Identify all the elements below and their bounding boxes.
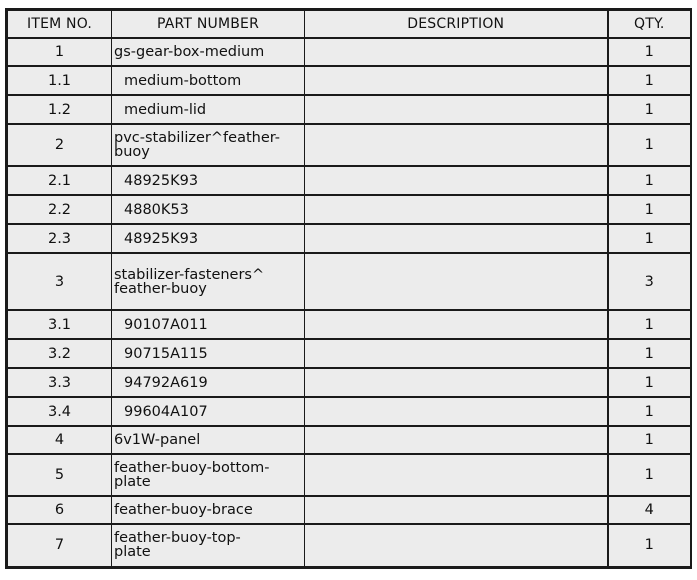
quantity: 1 — [608, 310, 691, 339]
item-number: 1.1 — [8, 66, 112, 95]
description — [305, 426, 608, 454]
bom-row — [8, 368, 691, 397]
bom-row — [8, 310, 691, 339]
part-number-text: 48925K93 — [124, 172, 199, 189]
item-number: 5 — [8, 454, 112, 496]
part-number — [112, 195, 305, 224]
part-number — [112, 124, 305, 166]
description — [305, 66, 608, 95]
item-number: 1 — [8, 38, 112, 66]
item-number: 3 — [8, 253, 112, 310]
part-number-text: medium-bottom — [124, 72, 242, 89]
part-number-text: feather-​buoy-​top-​plate — [114, 530, 241, 561]
part-number-text: medium-lid — [124, 101, 207, 118]
item-number: 6 — [8, 496, 112, 524]
part-number — [112, 426, 305, 454]
item-number: 7 — [8, 524, 112, 566]
quantity: 1 — [608, 38, 691, 66]
bom-row — [8, 426, 691, 454]
part-number — [112, 454, 305, 496]
item-number: 2.3 — [8, 224, 112, 253]
quantity: 1 — [608, 95, 691, 124]
bom-row — [8, 496, 691, 524]
quantity: 1 — [608, 426, 691, 454]
quantity: 1 — [608, 339, 691, 368]
description — [305, 397, 608, 426]
description — [305, 166, 608, 195]
bom-row — [8, 397, 691, 426]
description — [305, 524, 608, 566]
bom-row — [8, 38, 691, 66]
quantity: 1 — [608, 397, 691, 426]
item-number: 2 — [8, 124, 112, 166]
quantity: 3 — [608, 253, 691, 310]
part-number — [112, 95, 305, 124]
quantity: 1 — [608, 524, 691, 566]
quantity: 1 — [608, 368, 691, 397]
bom-row — [8, 454, 691, 496]
part-number — [112, 224, 305, 253]
quantity: 1 — [608, 195, 691, 224]
header-part-number: PART NUMBER — [112, 11, 305, 39]
item-number: 1.2 — [8, 95, 112, 124]
part-number-text: 6v1W-panel — [114, 432, 201, 448]
description — [305, 253, 608, 310]
bom-row — [8, 195, 691, 224]
description — [305, 38, 608, 66]
bom-body — [8, 38, 691, 566]
quantity: 1 — [608, 224, 691, 253]
part-number-text: 90715A115 — [124, 345, 208, 362]
header-item-no: ITEM NO. — [8, 11, 112, 39]
item-number: 3.1 — [8, 310, 112, 339]
description — [305, 454, 608, 496]
part-number-text: 94792A619 — [124, 374, 208, 391]
description — [305, 368, 608, 397]
quantity: 1 — [608, 166, 691, 195]
item-number: 4 — [8, 426, 112, 454]
description — [305, 310, 608, 339]
description — [305, 496, 608, 524]
bom-header — [8, 11, 691, 39]
part-number-text: pvc-​stabilizer^​feather-​buoy — [114, 130, 281, 160]
header-qty: QTY. — [608, 11, 691, 39]
part-number-text: 4880K53 — [124, 201, 189, 218]
part-number — [112, 166, 305, 195]
bom-row — [8, 124, 691, 166]
quantity: 1 — [608, 454, 691, 496]
item-number: 2.2 — [8, 195, 112, 224]
part-number-text: feather-buoy-brace — [114, 502, 253, 518]
part-number-text: stabilizer-​fasteners^​feather-​buoy — [114, 266, 265, 297]
description — [305, 195, 608, 224]
part-number — [112, 496, 305, 524]
bill-of-materials — [5, 8, 692, 569]
quantity: 1 — [608, 66, 691, 95]
part-number — [112, 310, 305, 339]
part-number-text: gs-gear-box-medium — [114, 44, 265, 60]
part-number — [112, 38, 305, 66]
part-number — [112, 253, 305, 310]
bom-row — [8, 166, 691, 195]
description — [305, 95, 608, 124]
part-number — [112, 397, 305, 426]
bom-row — [8, 224, 691, 253]
bom-row — [8, 339, 691, 368]
description — [305, 124, 608, 166]
description — [305, 339, 608, 368]
part-number-text: 48925K93 — [124, 230, 199, 247]
quantity: 1 — [608, 124, 691, 166]
part-number-text: 90107A011 — [124, 316, 208, 333]
part-number — [112, 66, 305, 95]
item-number: 3.3 — [8, 368, 112, 397]
item-number: 3.2 — [8, 339, 112, 368]
part-number — [112, 339, 305, 368]
bom-table — [7, 10, 691, 567]
item-number: 2.1 — [8, 166, 112, 195]
bom-row — [8, 253, 691, 310]
header-description: DESCRIPTION — [305, 11, 608, 39]
bom-row — [8, 95, 691, 124]
item-number: 3.4 — [8, 397, 112, 426]
part-number-text: feather-​buoy-​bottom-​plate — [114, 460, 270, 490]
bom-row — [8, 524, 691, 566]
part-number — [112, 368, 305, 397]
part-number — [112, 524, 305, 566]
quantity: 4 — [608, 496, 691, 524]
description — [305, 224, 608, 253]
part-number-text: 99604A107 — [124, 403, 208, 420]
bom-row — [8, 66, 691, 95]
